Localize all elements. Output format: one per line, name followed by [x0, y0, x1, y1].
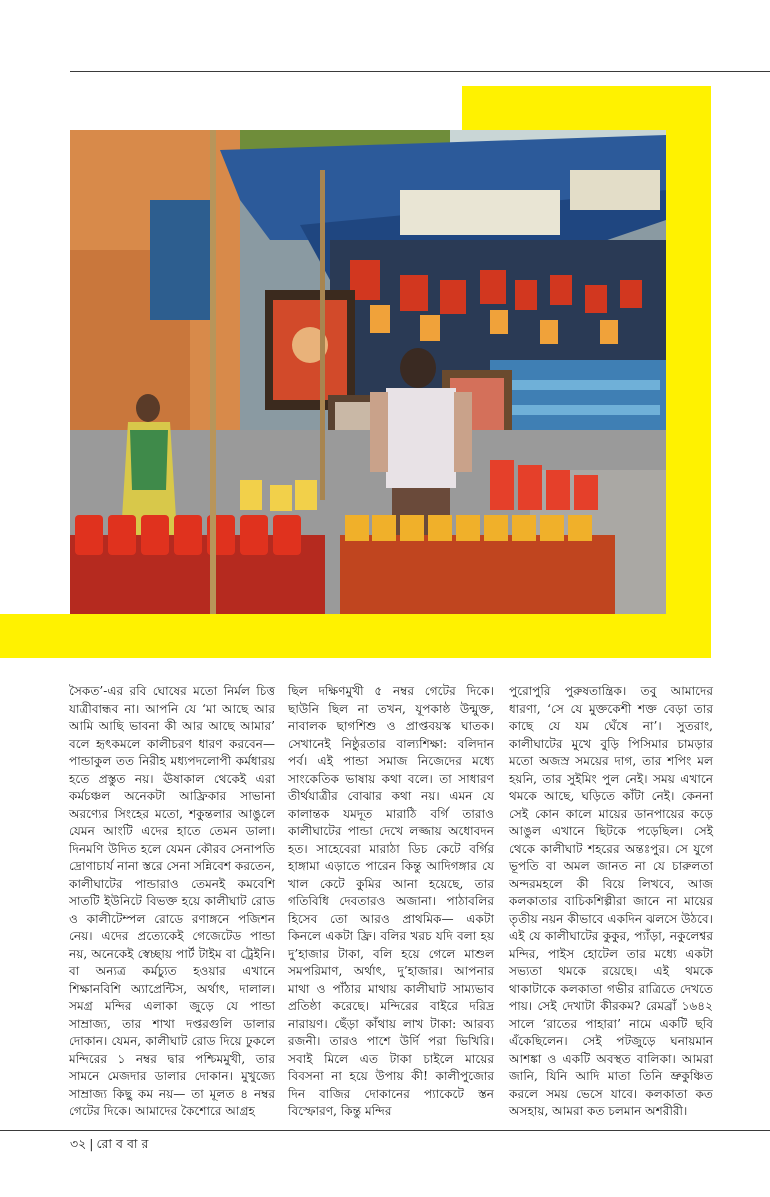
- bottom-rule: [0, 1130, 770, 1131]
- column-3-text: পুরোপুরি পুরুষতান্ত্রিক। তবু আমাদের ধারণা, ‘সে যে মুক্তকেশী শক্ত বেড়া তার কাছে যে যম ঘেঁষে না’। সুতরাং, কালীঘাটের মুখে বুড়ি পিসিমার চামড়ার মতো অজস্র সময়ের দাগ, তার শপিং মল হয়নি, তার সুইমিং পুল নেই। সময় এখানে থমকে আছে, ঘড়িতে কাঁটা নেই। কেননা সেই কোন কালে মায়ের ডানপায়ের কড়ে আঙুল এখানে ছিটকে পড়েছিল। সেই থেকে কালীঘাট শহরের অন্তঃপুর। সে যুগে ভূপতি বা অমল জানত না যে চারুলতা অন্দরমহলে কী বিয়ে লিখবে, আজ কলকাতার বাচিকশিল্পীরা জানে না মায়ের তৃতীয় নয়ন কীভাবে একদিন ঝলসে উঠবে। এই যে কালীঘাটের কুকুর, প্যাঁড়া, নকুলেশ্বর মন্দির, পাইস হোটেল তার মধ্যে একটা সভ্যতা থমকে রয়েছে। এই থমকে থাকাটাকে কলকাতা গভীর রাত্রিতে দেখতে পায়। সেই দেখাটা কীরকম? রেমব্রাঁ ১৬৪২ সালে ‘রাতের পাহারা’ নামে একটি ছবি এঁকেছিলেন। সেই পটজুড়ে ঘনায়মান আশঙ্কা ও একটি অবস্থত বালিকা। আমরা জানি, যিনি আদি মাতা তিনি ভ্রুকুঞ্চিত করলে সময় ভেসে যাবে। কলকাতা কত অসহায়, আমরা কত চলমান অশরীরী।: [509, 684, 713, 1118]
- page-footer: [70, 1134, 148, 1154]
- magazine-name: রো ব বা র: [96, 1136, 149, 1151]
- article-column-2: [288, 683, 494, 1121]
- column-2-text: ছিল দক্ষিণমুখী ৫ নম্বর গেটের দিকে। ছাউনি ছিল না তখন, যূপকাষ্ঠ উন্মুক্ত, নাবালক ছাগশিশু ও প্রাপ্তবয়স্ক ঘাতক। সেখানেই নিষ্ঠুরতার বাল্যশিক্ষা: বলিদান পর্ব। এই পান্ডা সমাজ নিজেদের মধ্যে সাংকেতিক ভাষায় কথা বলে। তা সাধারণ তীর্থযাত্রীর বোঝার কথা নয়। এমন যে কালান্তক যমদূত মারাঠি বর্গি তারাও কালীঘাটের পান্ডা দেখে লজ্জায় অধোবদন হত। সাহেবেরা মারাঠা ডিচ কেটে বর্গির হাঙ্গামা এড়াতে পারেন কিন্তু আদিগঙ্গার যে খাল কেটে কুমির আনা হয়েছে, তার গতিবিধি দেবতারও অজানা। পাঠাবলির হিসেব তো আরও প্রাথমিক— একটা কিনলে একটা ফ্রি। বলির খরচ যদি বলা হয় দু’হাজার টাকা, বলি হয়ে গেলে মাশুল সমপরিমাণ, অর্থাৎ, দু’হাজার। আপনার মাথা ও পাঁঠার মাথায় কালীঘাট সাম্যভাব প্রতিষ্ঠা করেছে। মন্দিরের বাইরে দরিদ্র নারায়ণ। ছেঁড়া কাঁথায় লাখ টাকা: আরব্য রজনী। তারও পাশে উর্দি পরা ভিখিরি। সবাই মিলে এত টাকা চাইলে মায়ের বিবসনা না হয়ে উপায় কী! কালীপুজোর দিন বাজির দোকানের প্যাকেটে স্তন বিস্ফোরণ, কিন্তু মন্দির: [288, 684, 494, 1118]
- article-column-3: [509, 683, 713, 1121]
- market-stall-photo: [70, 130, 666, 614]
- column-1-text: সৈকত’-এর রবি ঘোষের মতো নির্মল চিত্ত যাত্রীবান্ধব না। আপনি যে ‘মা আছে আর আমি আছি ভাবনা কী আর আছে আমার’ বলে হৃৎকমলে কালীচরণ ধারণ করবেন— পান্ডাকুল তত নিরীহ মধ্যপদলোপী কর্মধারয় হতে প্রস্তুত নয়। ঊষাকাল থেকেই এরা কর্মচঞ্চল অনেকটা আফ্রিকার সাভানা অরণ্যের সিংহের মতো, শকুন্তলার আঙুলে যেমন আংটি এদের হাতে তেমন ডালা। দিনমণি উদিত হলে যেমন কৌরব সেনাপতি দ্রোণাচার্য নানা স্তরে সেনা সন্নিবেশ করতেন, কালীঘাটের পান্ডারাও তেমনই কমবেশি সাতটি ইউনিটে বিভক্ত হয়ে কালীঘাট রোড ও কালীটেম্পল রোডে রণাঙ্গনে পজিশন নেয়। এদের প্রত্যেকেই গেজেটেড পান্ডা নয়, অনেকেই স্বেচ্ছায় পার্ট টাইম বা ট্রেইনি। বা অন্যত্র কর্মচ্যুত হওয়ার এখানে শিক্ষানবিশি অ্যাপ্রেন্টিস, অর্থাৎ, দালাল। সমগ্র মন্দির এলাকা জুড়ে যে পান্ডা সাম্রাজ্য, তার শাখা দপ্তরগুলি ডালার দোকান। যেমন, কালীঘাট রোড দিয়ে ঢুকলে মন্দিরের ১ নম্বর দ্বার পশ্চিমমুখী, তার সামনে মেজদার ডালার দোকান। মুখুজ্যে সাম্রাজ্য কিছু কম নয়— তা মূলত ৪ নম্বর গেটের দিকে। আমাদের কৈশোরে আগ্রহ: [69, 684, 275, 1118]
- page-number: ৩২: [70, 1136, 87, 1151]
- article-column-1: [69, 683, 275, 1121]
- footer-separator: |: [89, 1136, 94, 1151]
- yellow-accent-strip: [0, 614, 711, 658]
- top-rule: [70, 71, 770, 72]
